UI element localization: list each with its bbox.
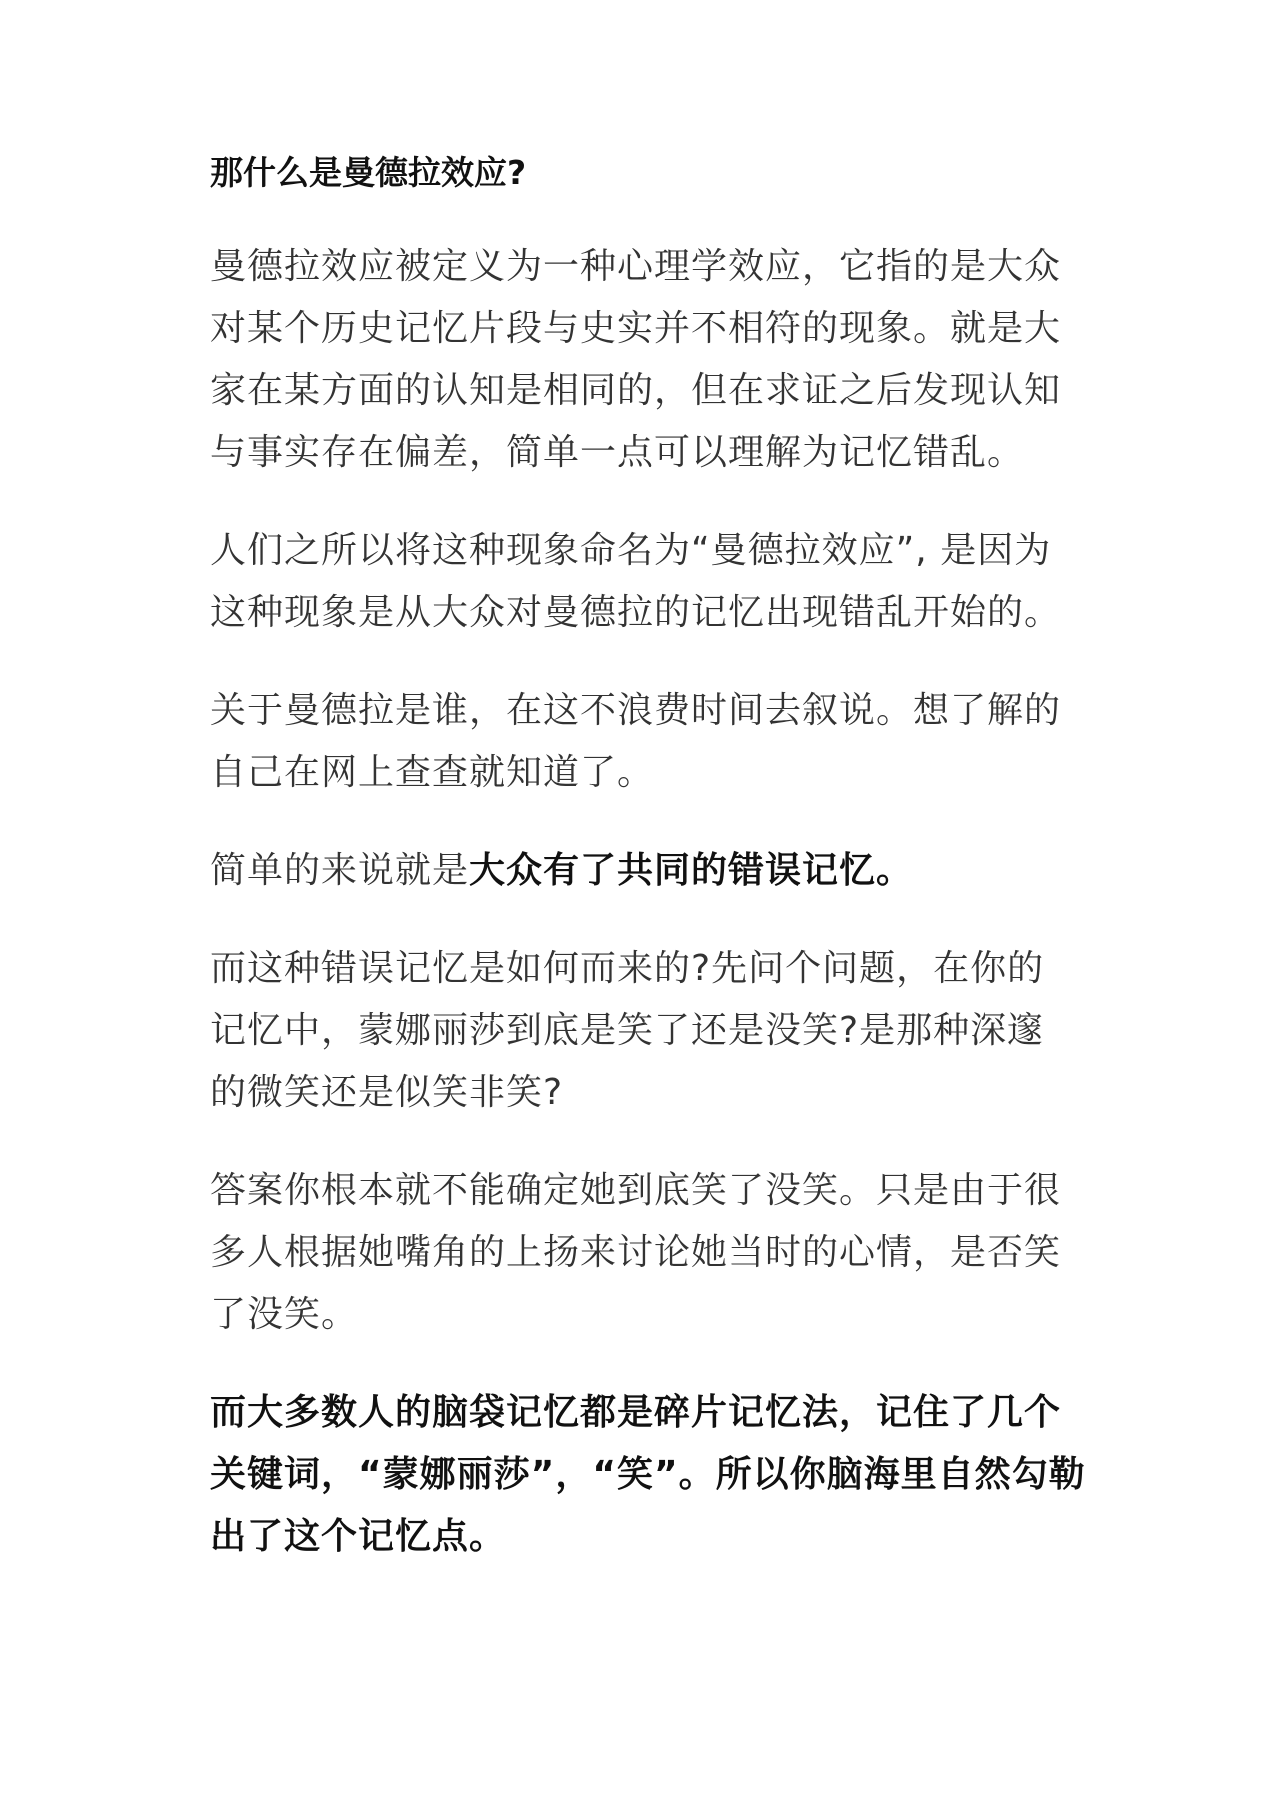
paragraph-line: 对某个历史记忆片段与史实并不相符的现象。就是大 — [210, 308, 1062, 350]
paragraph-line: 多人根据她嘴角的上扬来讨论她当时的心情，是否笑 — [210, 1232, 1062, 1274]
paragraph-line: 而大多数人的脑袋记忆都是碎片记忆法，记住了几个 — [210, 1392, 1062, 1434]
paragraph-line: 而这种错误记忆是如何而来的?先问个问题，在你的 — [210, 948, 1045, 990]
paragraph-line: 记忆中，蒙娜丽莎到底是笑了还是没笑?是那种深邃 — [210, 1010, 1045, 1052]
paragraph-line: 出了这个记忆点。 — [210, 1516, 507, 1558]
paragraph-line: 了没笑。 — [210, 1294, 359, 1336]
paragraph-fragment-memory — [210, 1382, 1090, 1568]
paragraph-line: 关于曼德拉是谁，在这不浪费时间去叙说。想了解的 — [210, 690, 1062, 732]
paragraph-line — [210, 840, 1090, 902]
paragraph-answer — [210, 1160, 1090, 1346]
paragraph-line: 曼德拉效应被定义为一种心理学效应，它指的是大众 — [210, 246, 1062, 288]
summary-emphasis: 大众有了共同的错误记忆。 — [469, 850, 914, 892]
paragraph-summary — [210, 840, 1090, 902]
paragraph-line: 这种现象是从大众对曼德拉的记忆出现错乱开始的。 — [210, 592, 1062, 634]
paragraph-line: 的微笑还是似笑非笑? — [210, 1072, 564, 1114]
article-body — [210, 150, 1090, 1604]
paragraph-line: 家在某方面的认知是相同的，但在求证之后发现认知 — [210, 370, 1062, 412]
paragraph-naming — [210, 520, 1090, 644]
paragraph-line: 关键词，“蒙娜丽莎”，“笑”。所以你脑海里自然勾勒 — [210, 1454, 1086, 1496]
paragraph-definition — [210, 236, 1090, 484]
paragraph-mona-lisa-question — [210, 938, 1090, 1124]
paragraph-who-is-mandela — [210, 680, 1090, 804]
paragraph-line: 自己在网上查查就知道了。 — [210, 752, 655, 794]
paragraph-line: 答案你根本就不能确定她到底笑了没笑。只是由于很 — [210, 1170, 1062, 1212]
article-heading: 那什么是曼德拉效应? — [210, 153, 527, 192]
summary-prefix: 简单的来说就是 — [210, 850, 470, 892]
paragraph-line: 人们之所以将这种现象命名为“曼德拉效应”, 是因为 — [210, 530, 1052, 572]
paragraph-line: 与事实存在偏差，简单一点可以理解为记忆错乱。 — [210, 432, 1025, 474]
